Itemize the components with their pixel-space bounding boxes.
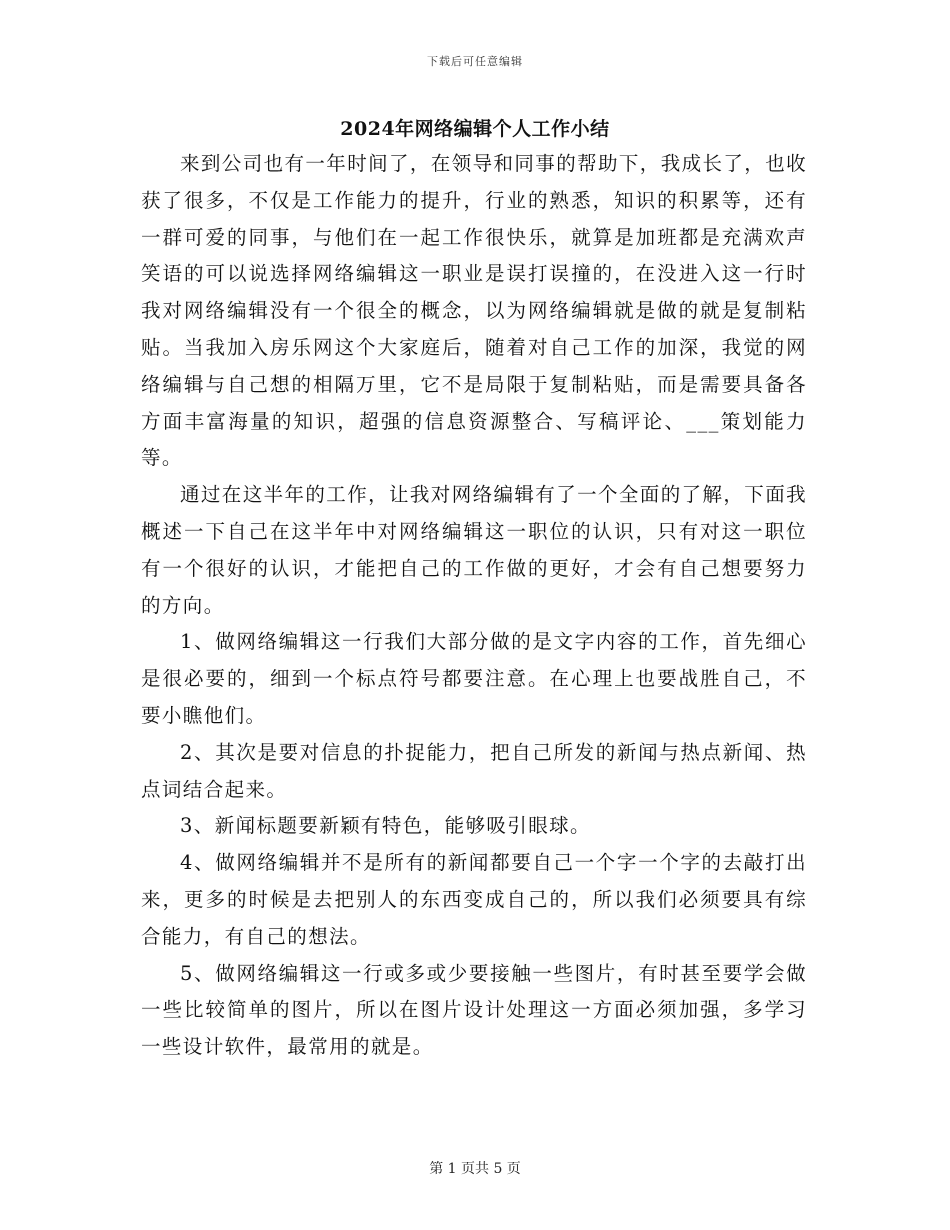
paragraph-point-5: 5、做网络编辑这一行或多或少要接触一些图片，有时甚至要学会做一些比较简单的图片，所以在图片设计处理这一方面必须加强，多学习一些设计软件，最常用的就是。 — [141, 961, 807, 1059]
paragraph-intro: 来到公司也有一年时间了，在领导和同事的帮助下，我成长了，也收获了很多，不仅是工作能力的提升，行业的熟悉，知识的积累等，还有一群可爱的同事，与他们在一起工作很快乐，就算是加班都是充满欢声笑语的可以说选择网络编辑这一职业是误打误撞的，在没进入这一行时我对网络编辑没有一个很全的概念，以为网络编辑就是做的就是复制粘贴。当我加入房乐网这个大家庭后，随着对自己工作的加深，我觉的网络编辑与自己想的相隔万里，它不是局限于复制粘贴，而是需要具备各方面丰富海量的知识，超强的信息资源整合、写稿评论、___策划能力等。 — [141, 152, 808, 470]
page-header: 下载后可任意编辑 — [427, 55, 523, 68]
paragraph-overview: 通过在这半年的工作，让我对网络编辑有了一个全面的了解，下面我概述一下自己在这半年中对网络编辑这一职位的认识，只有对这一职位有一个很好的认识，才能把自己的工作做的更好，才会有自己想要努力的方向。 — [141, 483, 808, 617]
document-body — [141, 146, 807, 1066]
paragraph-point-4: 4、做网络编辑并不是所有的新闻都要自己一个字一个字的去敲打出来，更多的时候是去把别人的东西变成自己的，所以我们必须要具有综合能力，有自己的想法。 — [141, 851, 807, 948]
page-number-footer: 第 1 页共 5 页 — [429, 1161, 521, 1177]
paragraph-point-2: 2、其次是要对信息的扑捉能力，把自己所发的新闻与热点新闻、热点词结合起来。 — [141, 740, 807, 801]
document-title: 2024年网络编辑个人工作小结 — [340, 118, 610, 140]
paragraph-point-3: 3、新闻标题要新颖有特色，能够吸引眼球。 — [180, 814, 591, 838]
paragraph-point-1: 1、做网络编辑这一行我们大部分做的是文字内容的工作，首先细心是很必要的，细到一个标点符号都要注意。在心理上也要战胜自己，不要小瞧他们。 — [141, 630, 807, 727]
